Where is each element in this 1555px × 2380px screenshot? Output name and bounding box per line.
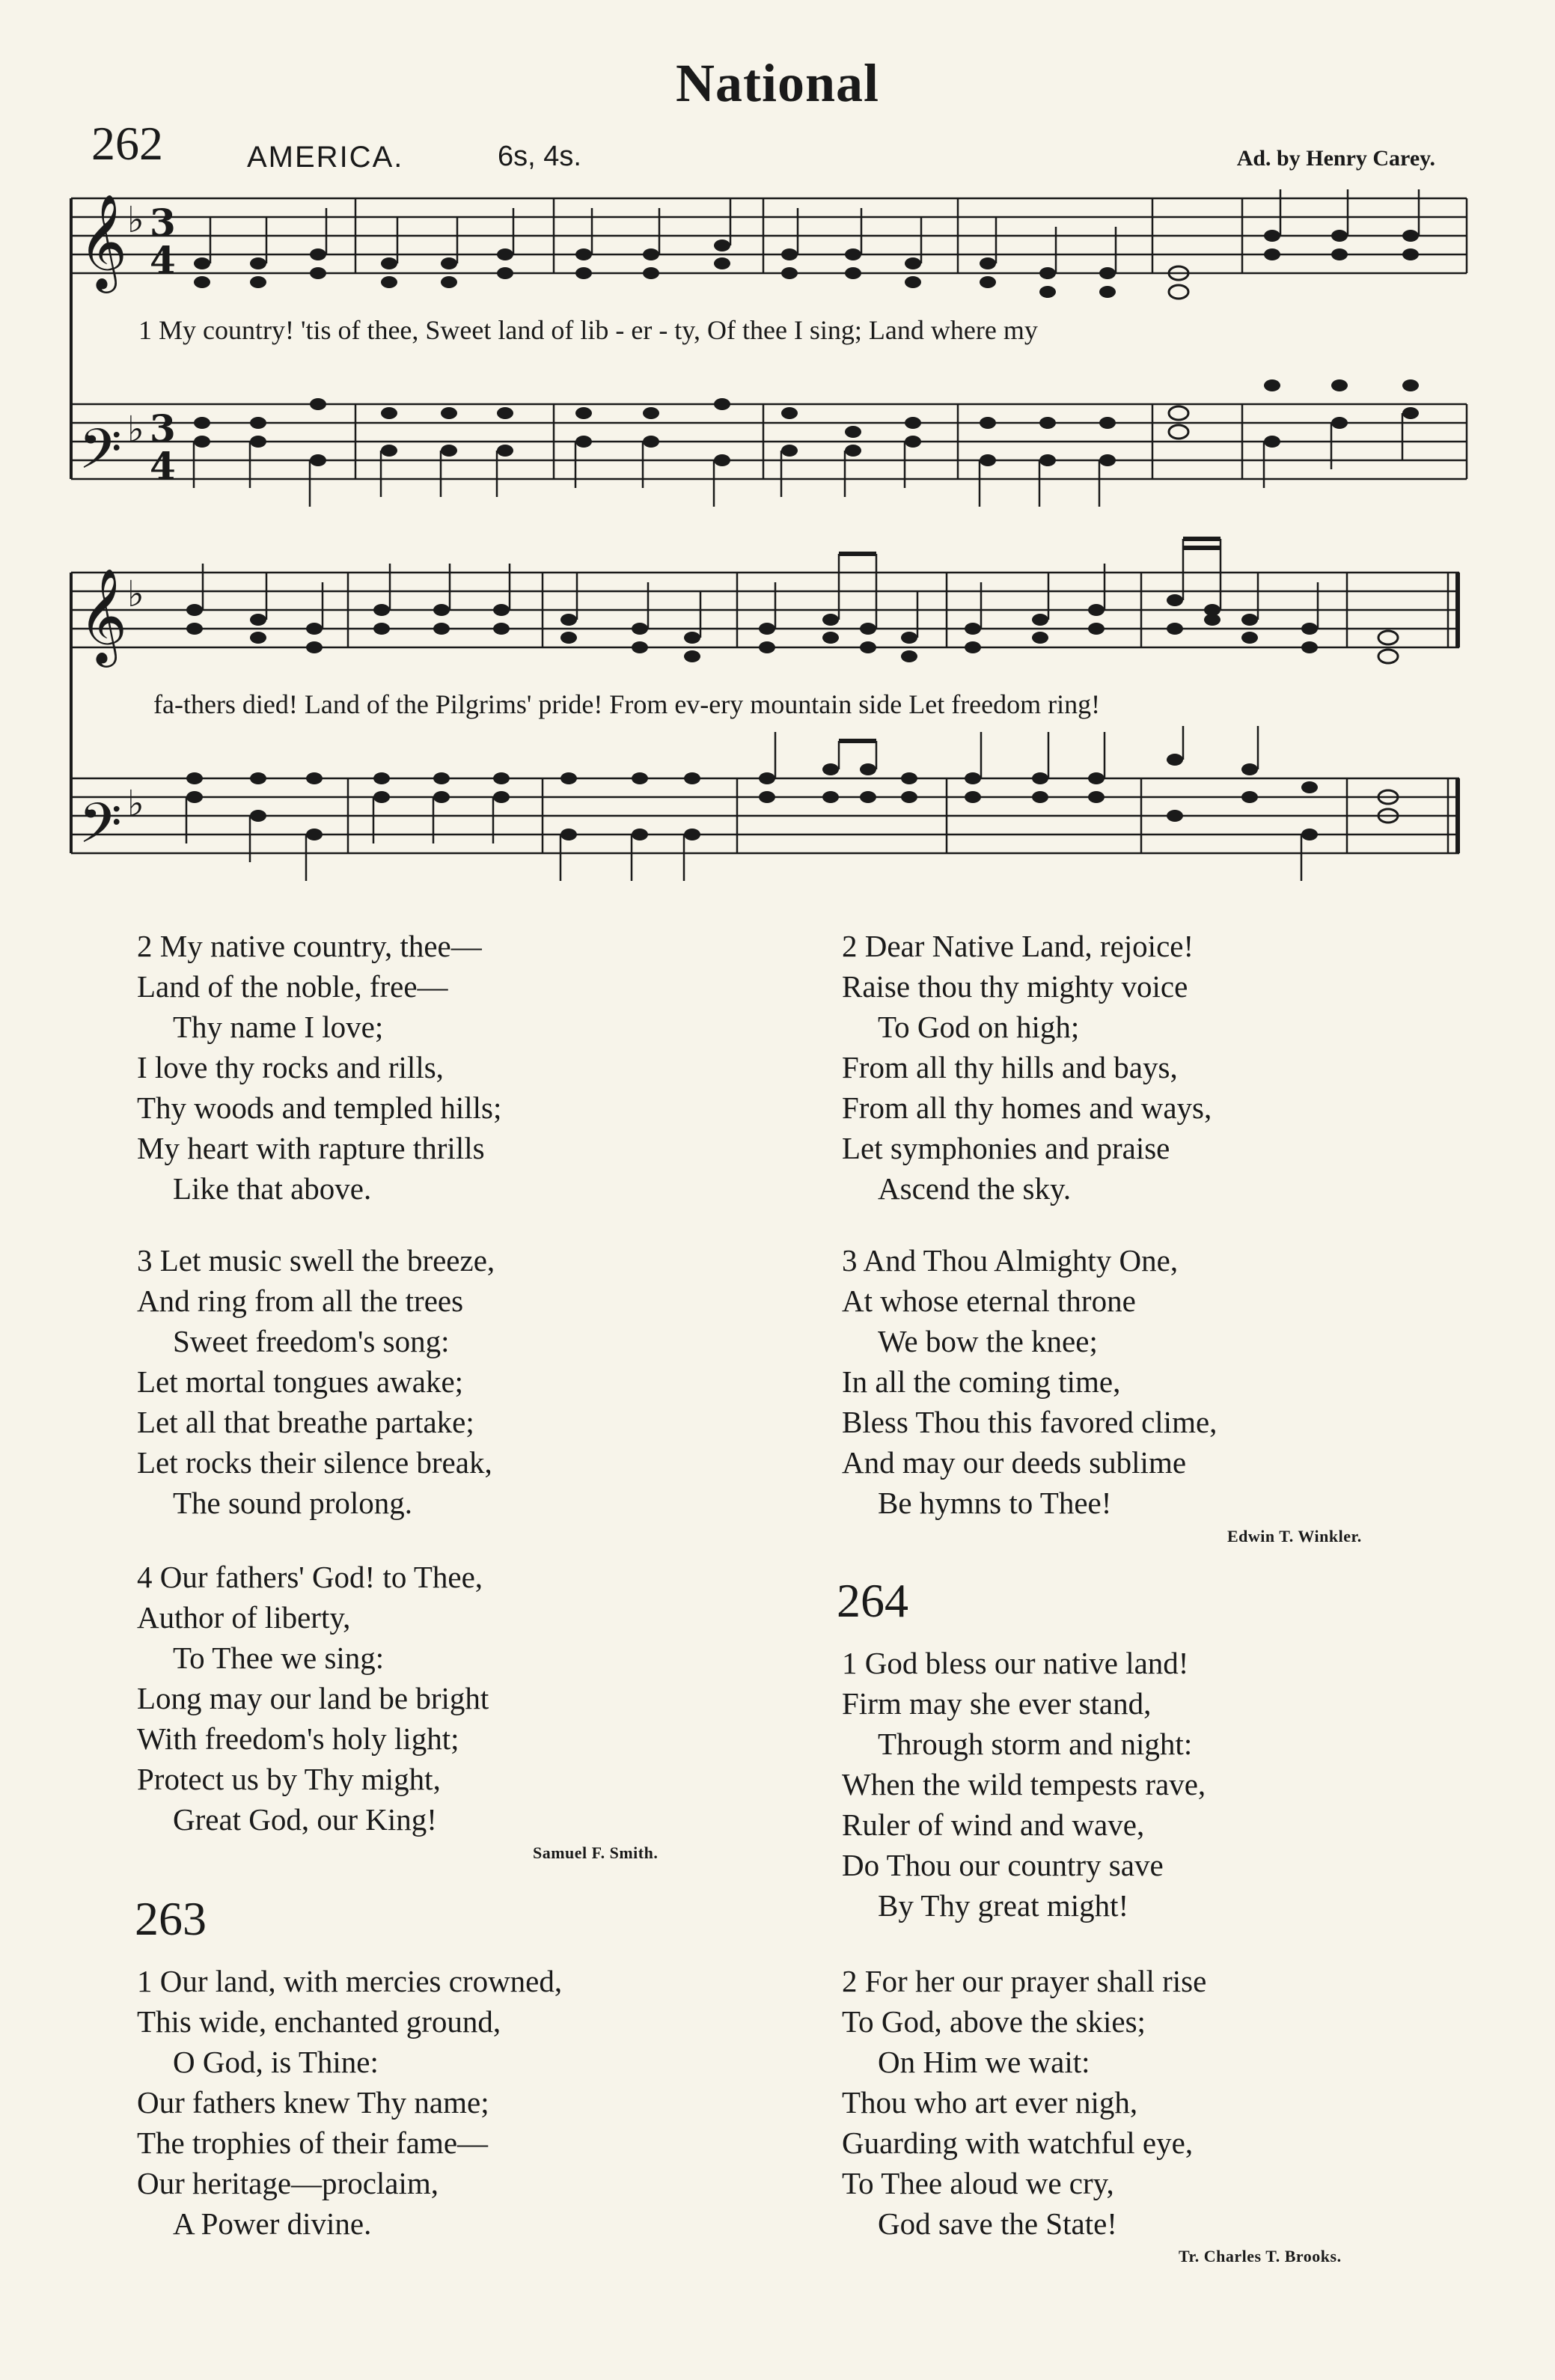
verse-line: This wide, enchanted ground, <box>137 2004 501 2039</box>
author-credit: Tr. Charles T. Brooks. <box>1179 2247 1342 2265</box>
svg-text:3: 3 <box>150 406 176 451</box>
svg-text:4: 4 <box>150 444 176 488</box>
verse-line: Bless Thou this favored clime, <box>842 1405 1218 1439</box>
svg-text:4: 4 <box>150 238 176 282</box>
verse-line: Let symphonies and praise <box>842 1131 1170 1165</box>
verse-line: 4 Our fathers' God! to Thee, <box>137 1560 483 1594</box>
verse-line: Firm may she ever stand, <box>842 1686 1152 1721</box>
verse-line: Ascend the sky. <box>878 1171 1072 1206</box>
hymn-number-263: 263 <box>135 1892 207 1945</box>
tune-name: AMERICA. <box>247 141 404 174</box>
hymn262-verse-3 <box>137 1240 495 1523</box>
verse-line: In all the coming time, <box>842 1364 1121 1399</box>
treble-clef-icon: 𝄞 <box>79 567 128 663</box>
verse-line: To God, above the skies; <box>842 2004 1146 2039</box>
verse-line: Through storm and night: <box>878 1727 1193 1761</box>
verse-line: From all thy hills and bays, <box>842 1050 1178 1084</box>
verse-line: 3 Let music swell the breeze, <box>137 1243 495 1278</box>
bass-clef-icon: 𝄢 <box>79 791 122 870</box>
music-notation <box>0 0 1555 898</box>
verse-line: Sweet freedom's song: <box>173 1324 450 1358</box>
hymn263-verse-2 <box>842 926 1212 1209</box>
verse-line: A Power divine. <box>173 2206 372 2241</box>
verse-line: To Thee we sing: <box>173 1641 385 1675</box>
verse-line: From all thy homes and ways, <box>842 1090 1212 1125</box>
verse-line: When the wild tempests rave, <box>842 1767 1206 1801</box>
verse-line: Like that above. <box>173 1171 372 1206</box>
section-title: National <box>675 53 880 113</box>
verse-line: With freedom's holy light; <box>137 1721 459 1756</box>
composer-credit: Ad. by Henry Carey. <box>1236 146 1435 171</box>
hymn-number-264: 264 <box>837 1574 908 1627</box>
hymn263-verse-1 <box>137 1961 562 2244</box>
verse-line: 2 Dear Native Land, rejoice! <box>842 929 1194 963</box>
verse-line: Let all that breathe partake; <box>137 1405 474 1439</box>
verse-line: Raise thou thy mighty voice <box>842 969 1188 1004</box>
flat-icon: ♭ <box>127 409 144 451</box>
verse-line: I love thy rocks and rills, <box>137 1050 444 1084</box>
hymn264-verse-1 <box>842 1643 1206 1926</box>
verse-line: The trophies of their fame— <box>137 2126 489 2160</box>
verse-line: Guarding with watchful eye, <box>842 2126 1194 2160</box>
treble-clef-icon: 𝄞 <box>79 193 128 289</box>
note-stems <box>186 189 1419 881</box>
hymn263-verse-3 <box>842 1240 1217 1523</box>
barlines <box>348 198 1467 853</box>
verse-line: Protect us by Thy might, <box>137 1762 441 1796</box>
verse-line: Long may our land be bright <box>137 1681 489 1715</box>
flat-icon: ♭ <box>127 573 144 615</box>
tune-meter: 6s, 4s. <box>498 141 581 172</box>
verse-line: Great God, our King! <box>173 1802 437 1837</box>
bass-clef-icon: 𝄢 <box>79 417 122 495</box>
svg-text:3: 3 <box>150 201 176 245</box>
verse-line: Ruler of wind and wave, <box>842 1807 1145 1842</box>
verse-line: And may our deeds sublime <box>842 1445 1187 1480</box>
verse-line: The sound prolong. <box>173 1486 412 1520</box>
verse-line: Let rocks their silence break, <box>137 1445 492 1480</box>
verse-line: By Thy great might! <box>878 1888 1129 1923</box>
verse-line: Thy name I love; <box>173 1010 384 1044</box>
verse-line: 1 God bless our native land! <box>842 1646 1189 1680</box>
verse-line: 3 And Thou Almighty One, <box>842 1243 1179 1278</box>
verse-line: Land of the noble, free— <box>137 969 448 1004</box>
verse-line: Thou who art ever nigh, <box>842 2085 1138 2120</box>
verse-line: O God, is Thine: <box>173 2045 379 2079</box>
hymn264-verse-2 <box>842 1961 1206 2244</box>
verse-line: Author of liberty, <box>137 1600 351 1635</box>
verse-line: 1 Our land, with mercies crowned, <box>137 1964 563 1998</box>
hymn-number-262: 262 <box>91 117 163 170</box>
verse-line: God save the State! <box>878 2206 1117 2241</box>
verse-line: 2 For her our prayer shall rise <box>842 1964 1207 1998</box>
hymn262-verse-4 <box>137 1557 489 1840</box>
verse-line: Be hymns to Thee! <box>878 1486 1112 1520</box>
verse-line: Do Thou our country save <box>842 1848 1164 1882</box>
verse-line: We bow the knee; <box>878 1324 1098 1358</box>
lyric-line-2: fa-thers died! Land of the Pilgrims' pride! From ev-ery mountain side Let freedom ring! <box>153 689 1101 719</box>
author-credit: Edwin T. Winkler. <box>1227 1527 1362 1546</box>
flat-icon: ♭ <box>127 199 144 241</box>
author-credit: Samuel F. Smith. <box>533 1843 659 1862</box>
flat-icon: ♭ <box>127 783 144 825</box>
lyric-line-1: 1 My country! 'tis of thee, Sweet land of lib - er - ty, Of thee I sing; Land where my <box>138 315 1038 345</box>
verse-line: Thy woods and templed hills; <box>137 1090 502 1125</box>
verse-line: 2 My native country, thee— <box>137 929 482 963</box>
hymn262-verse-2 <box>137 926 501 1209</box>
verse-line: Our heritage—proclaim, <box>137 2166 439 2200</box>
clefs <box>79 193 176 870</box>
verse-line: Let mortal tongues awake; <box>137 1364 464 1399</box>
verse-line: Our fathers knew Thy name; <box>137 2085 489 2120</box>
verse-line: And ring from all the trees <box>137 1284 464 1318</box>
verse-line: At whose eternal throne <box>842 1284 1136 1318</box>
verse-line: To Thee aloud we cry, <box>842 2166 1114 2200</box>
verse-line: On Him we wait: <box>878 2045 1090 2079</box>
verse-line: To God on high; <box>878 1010 1080 1044</box>
verse-line: My heart with rapture thrills <box>137 1131 485 1165</box>
